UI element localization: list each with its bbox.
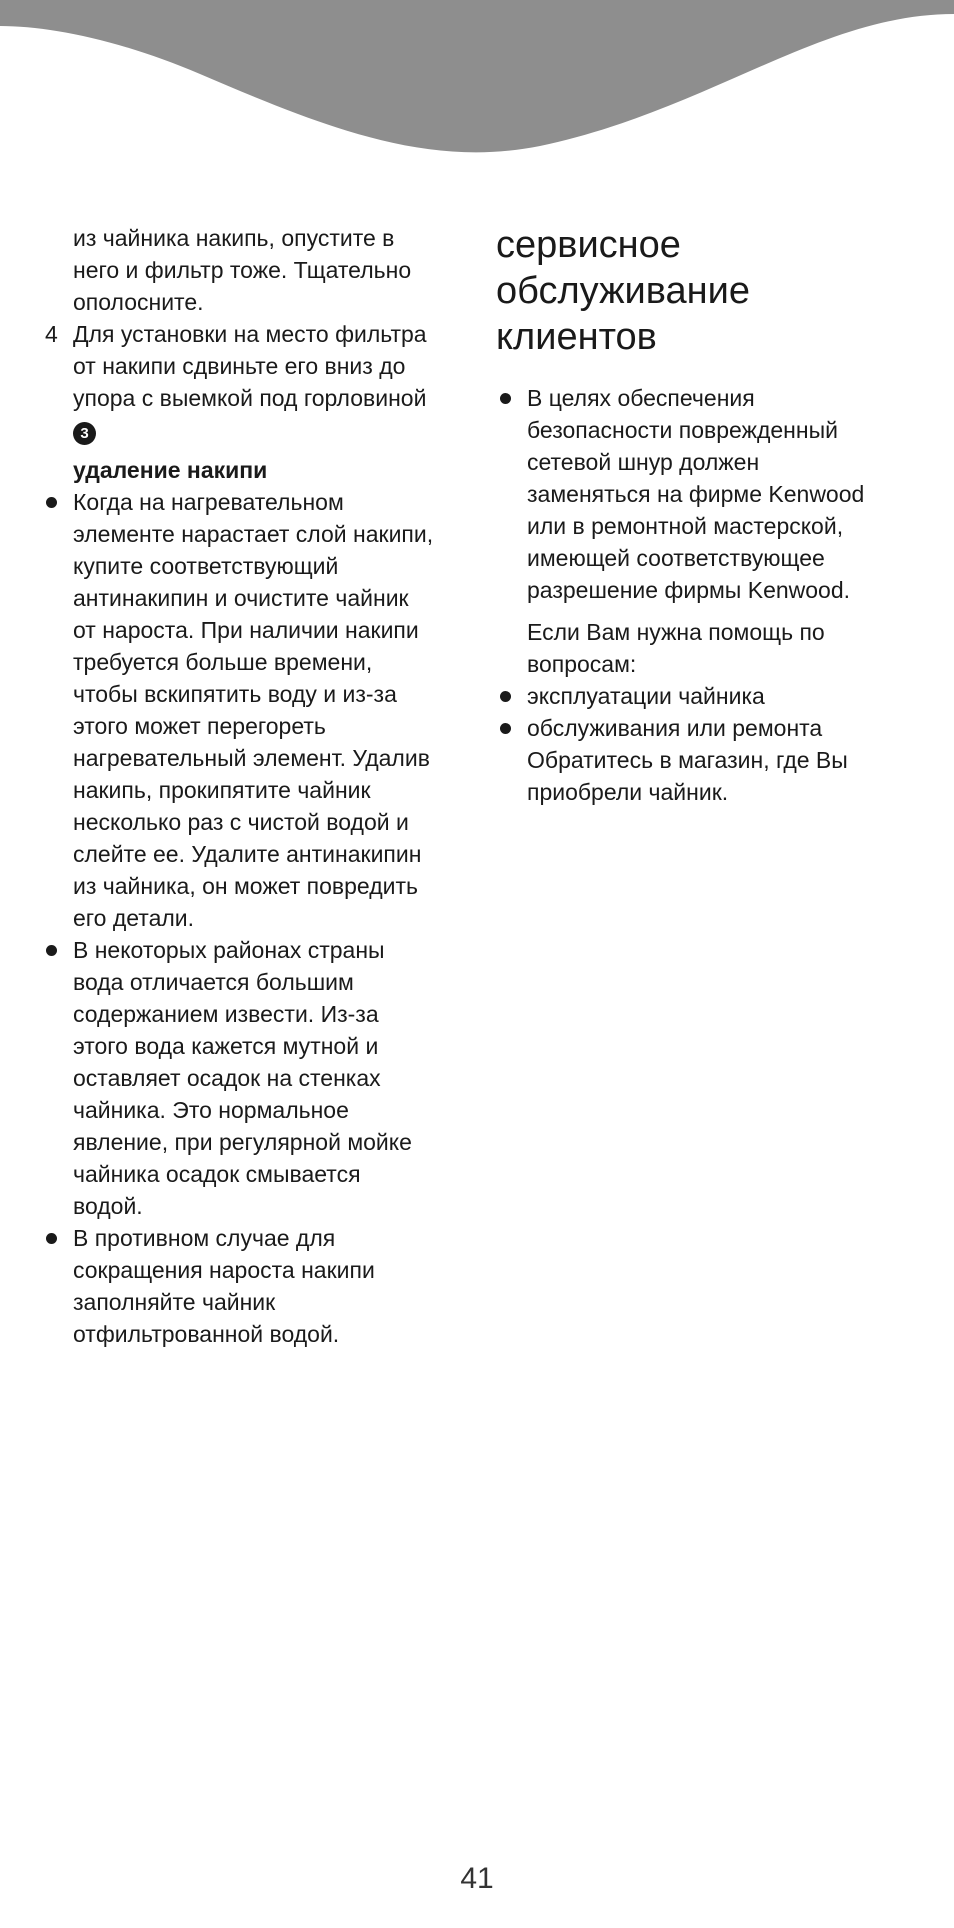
descaling-heading: удаление накипи	[73, 457, 268, 483]
list-item	[42, 1222, 472, 1350]
continued-text: из чайника накипь, опустите в него и фильтр тоже. Тщательно ополосните.	[73, 225, 412, 315]
figure-3-badge: 3	[73, 422, 96, 445]
bullet-icon	[46, 945, 57, 956]
help-intro-text: Если Вам нужна помощь по вопросам:	[527, 619, 825, 677]
right-column	[496, 222, 916, 808]
section-heading: сервисное обслуживание клиентов	[496, 224, 750, 358]
list-item	[496, 680, 916, 712]
help-item-text: эксплуатации чайника	[527, 683, 765, 709]
step-4	[42, 318, 472, 446]
page-number: 41	[460, 1862, 494, 1895]
step-4-text: Для установки на место фильтра от накипи сдвиньте его вниз до упора с выемкой под горловиной	[73, 321, 427, 411]
bullet-text: В некоторых районах страны вода отличается большим содержанием извести. Из-за этого вода кажется мутной и оставляет осадок на стенках чайника. Это нормальное явление, при регулярной мойке чайника осадок смывается водой.	[73, 937, 412, 1219]
bullet-icon	[500, 691, 511, 702]
list-item	[42, 486, 472, 934]
bullet-text: В противном случае для сокращения нароста накипи заполняйте чайник отфильтрованной водой.	[73, 1225, 375, 1347]
bullet-icon	[46, 1233, 57, 1244]
safety-text: В целях обеспечения безопасности поврежденный сетевой шнур должен заменяться на фирме Kenwood или в ремонтной мастерской, имеющей соответствующее разрешение фирмы Kenwood.	[527, 385, 865, 603]
list-item	[496, 712, 916, 808]
bullet-icon	[500, 723, 511, 734]
bullet-icon	[46, 497, 57, 508]
list-item	[42, 934, 472, 1222]
left-column	[42, 222, 472, 1350]
help-intro	[496, 616, 916, 680]
bullet-text: Когда на нагревательном элементе нарастает слой накипи, купите соответствующий антинакипин и очистите чайник от нароста. При наличии накипи требуется больше времени, чтобы вскипятить воду и из-за этого может перегореть нагревательный элемент. Удалив накипь, прокипятите чайник несколько раз с чистой водой и слейте ее. Удалите антинакипин из чайника, он может повредить его детали.	[73, 489, 434, 931]
list-item	[496, 382, 916, 606]
help-item-text: обслуживания или ремонта Обратитесь в магазин, где Вы приобрели чайник.	[527, 715, 848, 805]
step-number: 4	[45, 321, 58, 347]
continued-paragraph	[42, 222, 472, 318]
top-wave-decoration	[0, 0, 954, 160]
bullet-icon	[500, 393, 511, 404]
